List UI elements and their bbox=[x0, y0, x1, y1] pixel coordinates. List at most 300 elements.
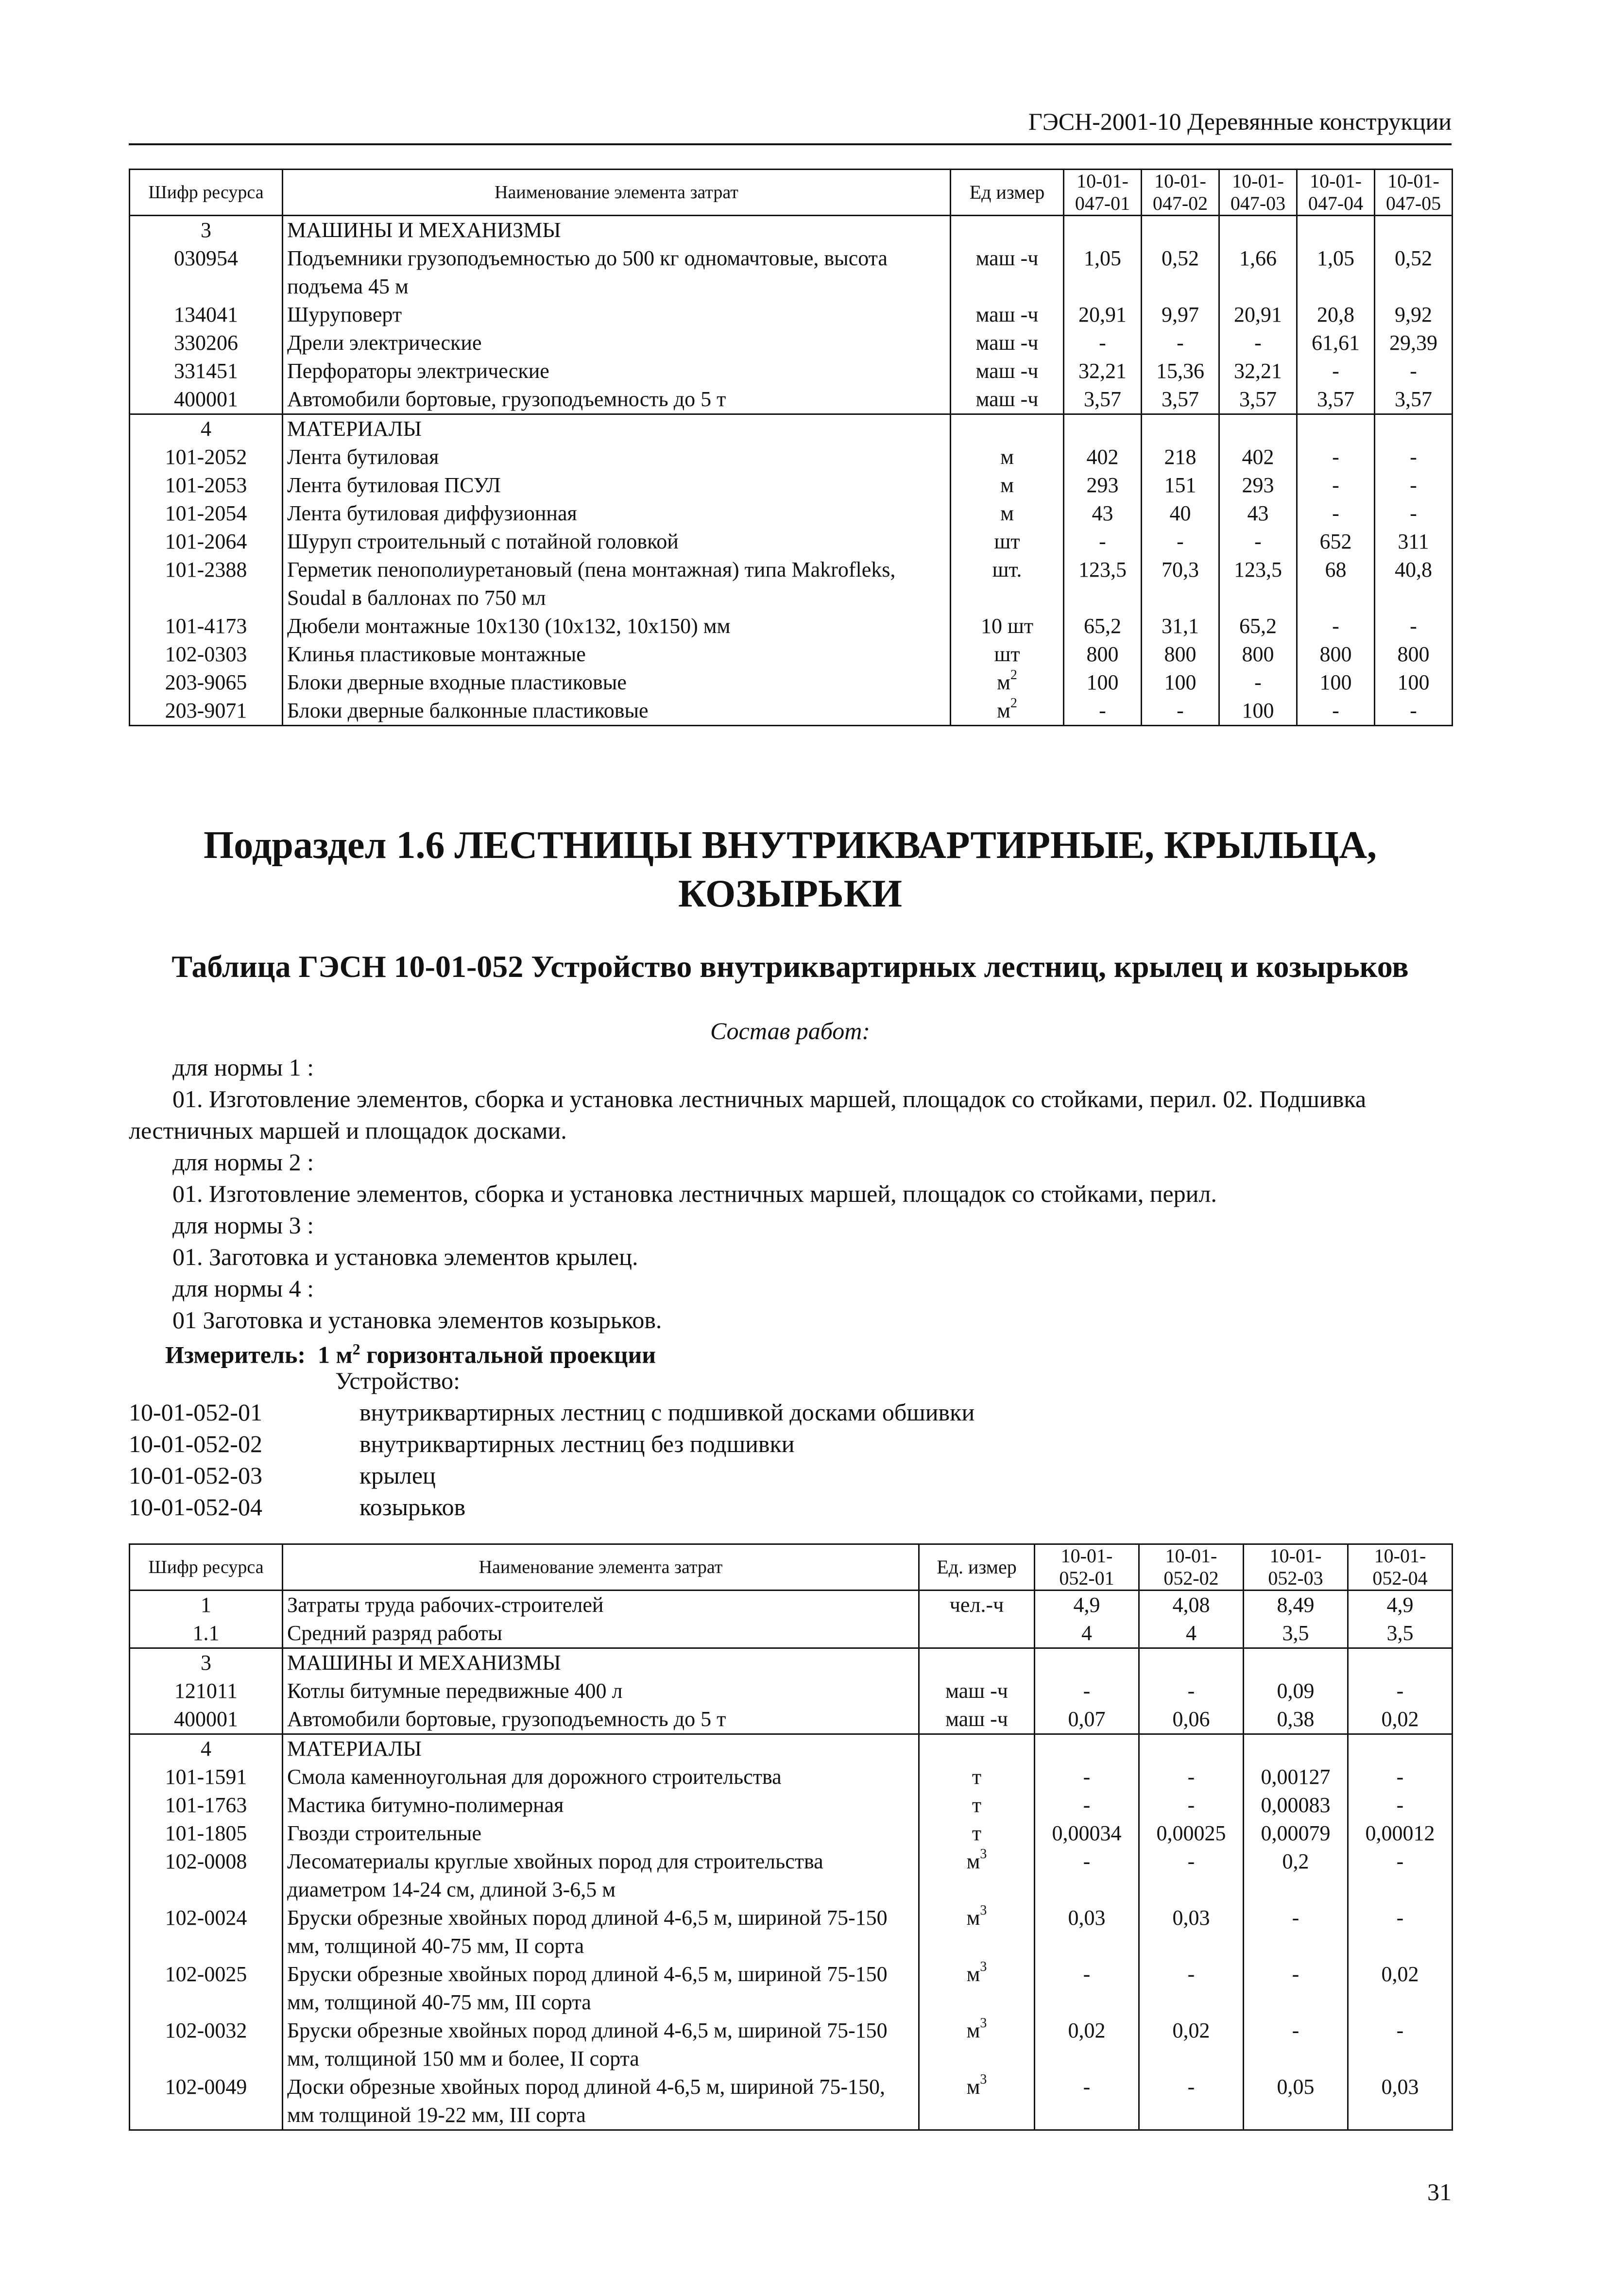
table-row bbox=[130, 1819, 1453, 1847]
value-cell bbox=[1375, 216, 1453, 245]
value-cell: 0,09 bbox=[1244, 1677, 1348, 1705]
norm-description: внутриквартирных лестниц без подшивки bbox=[359, 1430, 795, 1457]
value-cell: - bbox=[1035, 1677, 1139, 1705]
unit-cell bbox=[951, 244, 1064, 301]
value-cell: - bbox=[1375, 612, 1453, 640]
works-caption: Состав работ: bbox=[710, 1017, 871, 1044]
header-code: Шифр ресурса bbox=[130, 1544, 283, 1591]
resource-code: 101-1763 bbox=[130, 1791, 283, 1819]
value-cell bbox=[1035, 1734, 1139, 1763]
resource-code: 121011 bbox=[130, 1677, 283, 1705]
unit-text: м bbox=[1000, 473, 1014, 497]
device-label: Устройство: bbox=[335, 1367, 461, 1394]
resource-name: Смола каменноугольная для дорожного строительства bbox=[283, 1763, 919, 1791]
header-code: Шифр ресурса bbox=[130, 170, 283, 216]
value-cell bbox=[1139, 1648, 1244, 1677]
section-heading: МАТЕРИАЛЫ bbox=[283, 1734, 919, 1763]
norm-description: крылец bbox=[359, 1462, 436, 1489]
value-cell: 800 bbox=[1219, 640, 1297, 668]
value-cell: 3,57 bbox=[1219, 385, 1297, 414]
unit-text: маш -ч bbox=[975, 359, 1039, 383]
unit-text: маш -ч bbox=[945, 1707, 1008, 1731]
table-row bbox=[130, 329, 1453, 357]
value-cell: 8,49 bbox=[1244, 1591, 1348, 1620]
value-cell: 0,00079 bbox=[1244, 1819, 1348, 1847]
value-cell: - bbox=[1375, 499, 1453, 528]
value-cell: 0,07 bbox=[1035, 1705, 1139, 1734]
value-cell: 0,06 bbox=[1139, 1705, 1244, 1734]
value-cell: 40,8 bbox=[1375, 556, 1453, 612]
norm-scope-label: для нормы 1 : bbox=[172, 1054, 314, 1081]
value-cell: 3,57 bbox=[1297, 385, 1375, 414]
table-row bbox=[130, 1960, 1453, 2017]
value-cell: - bbox=[1348, 1677, 1453, 1705]
section-heading: МАШИНЫ И МЕХАНИЗМЫ bbox=[283, 216, 951, 245]
table-body bbox=[130, 216, 1453, 726]
norm-code: 10-01-052-02 bbox=[129, 1430, 262, 1457]
resource-code: 030954 bbox=[130, 244, 283, 301]
resource-code: 102-0024 bbox=[130, 1904, 283, 1960]
resource-code: 3 bbox=[130, 1648, 283, 1677]
table-row bbox=[130, 1619, 1453, 1648]
unit-cell bbox=[919, 1619, 1035, 1648]
unit-text: м bbox=[997, 670, 1010, 694]
value-cell: - bbox=[1139, 2073, 1244, 2130]
meter-value-sup: 2 bbox=[352, 1340, 360, 1358]
resource-name: Шуруповерт bbox=[283, 301, 951, 329]
value-cell: 4,9 bbox=[1035, 1591, 1139, 1620]
norm-scope-label: для нормы 3 : bbox=[172, 1212, 314, 1239]
table-row bbox=[130, 1677, 1453, 1705]
section-heading: МАШИНЫ И МЕХАНИЗМЫ bbox=[283, 1648, 919, 1677]
table-row bbox=[130, 668, 1453, 697]
header-name: Наименование элемента затрат bbox=[283, 170, 951, 216]
value-cell: - bbox=[1375, 697, 1453, 726]
unit-cell bbox=[951, 499, 1064, 528]
unit-text: т bbox=[972, 1793, 982, 1817]
value-cell: 15,36 bbox=[1142, 357, 1219, 385]
value-cell: 218 bbox=[1142, 443, 1219, 471]
page-number: 31 bbox=[1427, 2178, 1452, 2206]
norm-scope-label: для нормы 4 : bbox=[172, 1275, 314, 1302]
value-cell: 100 bbox=[1297, 668, 1375, 697]
section-row bbox=[130, 1648, 1453, 1677]
value-cell: 311 bbox=[1375, 528, 1453, 556]
value-cell: 0,02 bbox=[1139, 2017, 1244, 2073]
section-row bbox=[130, 414, 1453, 444]
resource-code: 330206 bbox=[130, 329, 283, 357]
value-cell bbox=[1035, 1648, 1139, 1677]
value-cell: 0,02 bbox=[1035, 2017, 1139, 2073]
value-cell: - bbox=[1375, 357, 1453, 385]
resource-name: Бруски обрезные хвойных пород длиной 4-6,5 м, шириной 75-150 мм, толщиной 40-75 мм, III сорта bbox=[283, 1960, 919, 2017]
resource-code: 101-2054 bbox=[130, 499, 283, 528]
value-cell bbox=[1064, 414, 1142, 444]
value-cell: 100 bbox=[1219, 697, 1297, 726]
resource-name: Затраты труда рабочих-строителей bbox=[283, 1591, 919, 1620]
value-cell: - bbox=[1348, 1791, 1453, 1819]
value-cell: 0,52 bbox=[1375, 244, 1453, 301]
table-title: Таблица ГЭСН 10-01-052 Устройство внутриквартирных лестниц, крылец и козырьков bbox=[171, 949, 1409, 984]
value-cell: 0,52 bbox=[1142, 244, 1219, 301]
resource-code: 101-2064 bbox=[130, 528, 283, 556]
resource-code: 134041 bbox=[130, 301, 283, 329]
value-cell bbox=[1142, 414, 1219, 444]
value-cell: 0,02 bbox=[1348, 1705, 1453, 1734]
value-cell: 123,5 bbox=[1219, 556, 1297, 612]
unit-text: шт bbox=[994, 642, 1020, 666]
resource-name: Лента бутиловая bbox=[283, 443, 951, 471]
value-cell bbox=[1142, 216, 1219, 245]
resource-code: 101-1591 bbox=[130, 1763, 283, 1791]
value-cell: - bbox=[1064, 329, 1142, 357]
table-row bbox=[130, 697, 1453, 726]
work-operation: 01. Заготовка и установка элементов крылец. bbox=[172, 1243, 638, 1270]
unit-text: маш -ч bbox=[945, 1679, 1008, 1703]
header-norm-col: 10-01- 052-03 bbox=[1244, 1544, 1348, 1591]
norm-row bbox=[129, 1491, 974, 1523]
value-cell: 293 bbox=[1219, 471, 1297, 499]
subsection-title: Подраздел 1.6 ЛЕСТНИЦЫ ВНУТРИКВАРТИРНЫЕ, КРЫЛЬЦА, КОЗЫРЬКИ bbox=[204, 824, 1377, 915]
value-cell: 1,05 bbox=[1297, 244, 1375, 301]
unit-text: чел.-ч bbox=[949, 1593, 1004, 1617]
unit-cell bbox=[919, 1677, 1035, 1705]
resource-code: 400001 bbox=[130, 385, 283, 414]
value-cell: 151 bbox=[1142, 471, 1219, 499]
value-cell: 32,21 bbox=[1219, 357, 1297, 385]
resource-name: Дюбели монтажные 10х130 (10х132, 10х150) мм bbox=[283, 612, 951, 640]
value-cell: - bbox=[1375, 443, 1453, 471]
value-cell: 0,00127 bbox=[1244, 1763, 1348, 1791]
header-norm-col: 10-01- 047-02 bbox=[1142, 170, 1219, 216]
unit-exponent: 3 bbox=[980, 1847, 987, 1862]
table-row bbox=[130, 244, 1453, 301]
unit-text: м bbox=[966, 1906, 980, 1930]
value-cell: 100 bbox=[1064, 668, 1142, 697]
resource-code: 102-0008 bbox=[130, 1847, 283, 1904]
table-row bbox=[130, 528, 1453, 556]
value-cell bbox=[1139, 1734, 1244, 1763]
header-unit: Ед. измер bbox=[919, 1544, 1035, 1591]
unit-exponent: 2 bbox=[1010, 696, 1017, 711]
value-cell: 652 bbox=[1297, 528, 1375, 556]
unit-cell bbox=[919, 1705, 1035, 1734]
value-cell: - bbox=[1139, 1960, 1244, 2017]
table-row bbox=[130, 1847, 1453, 1904]
value-cell: - bbox=[1348, 2017, 1453, 2073]
resource-name: Автомобили бортовые, грузоподъемность до 5 т bbox=[283, 1705, 919, 1734]
value-cell: 1,05 bbox=[1064, 244, 1142, 301]
value-cell: - bbox=[1297, 443, 1375, 471]
value-cell: 100 bbox=[1142, 668, 1219, 697]
value-cell: 20,91 bbox=[1064, 301, 1142, 329]
value-cell: - bbox=[1244, 1960, 1348, 2017]
resource-code: 102-0303 bbox=[130, 640, 283, 668]
resource-code: 102-0032 bbox=[130, 2017, 283, 2073]
norm-list bbox=[129, 1397, 974, 1523]
value-cell: 43 bbox=[1064, 499, 1142, 528]
table-row bbox=[130, 443, 1453, 471]
norm-description: козырьков bbox=[359, 1493, 466, 1521]
value-cell: 0,00012 bbox=[1348, 1819, 1453, 1847]
value-cell: 0,02 bbox=[1348, 1960, 1453, 2017]
header-norm-col: 10-01- 052-04 bbox=[1348, 1544, 1453, 1591]
value-cell bbox=[1244, 1734, 1348, 1763]
unit-exponent: 3 bbox=[980, 2016, 987, 2031]
value-cell: - bbox=[1064, 697, 1142, 726]
resource-name: Блоки дверные входные пластиковые bbox=[283, 668, 951, 697]
value-cell: 9,97 bbox=[1142, 301, 1219, 329]
norm-code: 10-01-052-03 bbox=[129, 1462, 262, 1489]
unit-text: маш -ч bbox=[975, 246, 1039, 270]
value-cell: 68 bbox=[1297, 556, 1375, 612]
value-cell: 1,66 bbox=[1219, 244, 1297, 301]
resource-table-052 bbox=[129, 1543, 1453, 2131]
value-cell: 0,05 bbox=[1244, 2073, 1348, 2130]
resource-name: Дрели электрические bbox=[283, 329, 951, 357]
unit-text: м bbox=[966, 1849, 980, 1873]
value-cell: 65,2 bbox=[1219, 612, 1297, 640]
value-cell: 0,03 bbox=[1348, 2073, 1453, 2130]
unit-cell bbox=[951, 357, 1064, 385]
value-cell: 4 bbox=[1139, 1619, 1244, 1648]
value-cell: 402 bbox=[1219, 443, 1297, 471]
unit-text: шт. bbox=[992, 558, 1022, 582]
value-cell bbox=[1297, 216, 1375, 245]
value-cell: - bbox=[1035, 1763, 1139, 1791]
resource-name: Герметик пенополиуретановый (пена монтажная) типа Makrofleks, Soudal в баллонах по 750 мл bbox=[283, 556, 951, 612]
unit-exponent: 3 bbox=[980, 1959, 987, 1974]
resource-code: 102-0049 bbox=[130, 2073, 283, 2130]
value-cell: - bbox=[1035, 1791, 1139, 1819]
table-row bbox=[130, 2017, 1453, 2073]
resource-name: Лента бутиловая диффузионная bbox=[283, 499, 951, 528]
unit-cell bbox=[951, 697, 1064, 726]
value-cell bbox=[1375, 414, 1453, 444]
value-cell: - bbox=[1297, 357, 1375, 385]
unit-text: маш -ч bbox=[975, 303, 1039, 326]
header-norm-col: 10-01- 052-01 bbox=[1035, 1544, 1139, 1591]
header-norm-col: 10-01- 047-05 bbox=[1375, 170, 1453, 216]
resource-name: Средний разряд работы bbox=[283, 1619, 919, 1648]
unit-text: м bbox=[997, 699, 1010, 722]
value-cell: - bbox=[1142, 697, 1219, 726]
header-norm-col: 10-01- 047-03 bbox=[1219, 170, 1297, 216]
value-cell bbox=[1219, 216, 1297, 245]
resource-code: 203-9071 bbox=[130, 697, 283, 726]
value-cell: - bbox=[1244, 1904, 1348, 1960]
value-cell: - bbox=[1139, 1677, 1244, 1705]
header-norm-col: 10-01- 047-01 bbox=[1064, 170, 1142, 216]
resource-code: 203-9065 bbox=[130, 668, 283, 697]
unit-cell bbox=[919, 1591, 1035, 1620]
table-row bbox=[130, 1591, 1453, 1620]
unit-cell bbox=[951, 556, 1064, 612]
table-row bbox=[130, 640, 1453, 668]
unit-cell bbox=[919, 1734, 1035, 1763]
work-operation: 01. Изготовление элементов, сборка и установка лестничных маршей, площадок со стойками, перил. bbox=[172, 1180, 1217, 1207]
resource-name: Клинья пластиковые монтажные bbox=[283, 640, 951, 668]
unit-cell bbox=[919, 2073, 1035, 2130]
value-cell: 123,5 bbox=[1064, 556, 1142, 612]
value-cell: 4,08 bbox=[1139, 1591, 1244, 1620]
section-row bbox=[130, 1734, 1453, 1763]
running-header: ГЭСН-2001-10 Деревянные конструкции bbox=[129, 104, 1452, 145]
value-cell: - bbox=[1297, 697, 1375, 726]
resource-name: Лесоматериалы круглые хвойных пород для строительства диаметром 14-24 см, длиной 3-6,5 м bbox=[283, 1847, 919, 1904]
unit-cell bbox=[919, 1904, 1035, 1960]
value-cell: - bbox=[1375, 471, 1453, 499]
unit-text: м bbox=[966, 2075, 980, 2099]
value-cell: - bbox=[1219, 528, 1297, 556]
value-cell: - bbox=[1142, 329, 1219, 357]
value-cell: 9,92 bbox=[1375, 301, 1453, 329]
value-cell bbox=[1064, 216, 1142, 245]
value-cell: 0,00025 bbox=[1139, 1819, 1244, 1847]
value-cell bbox=[1348, 1734, 1453, 1763]
value-cell: 20,8 bbox=[1297, 301, 1375, 329]
meter-value-suffix: горизонтальной проекции bbox=[360, 1341, 656, 1368]
value-cell: 100 bbox=[1375, 668, 1453, 697]
norm-row bbox=[129, 1397, 974, 1428]
value-cell: 800 bbox=[1142, 640, 1219, 668]
value-cell: 3,5 bbox=[1244, 1619, 1348, 1648]
resource-code: 101-2052 bbox=[130, 443, 283, 471]
value-cell: 65,2 bbox=[1064, 612, 1142, 640]
resource-code: 101-2388 bbox=[130, 556, 283, 612]
value-cell: - bbox=[1297, 612, 1375, 640]
resource-code: 4 bbox=[130, 1734, 283, 1763]
resource-name: Мастика битумно-полимерная bbox=[283, 1791, 919, 1819]
table-row bbox=[130, 499, 1453, 528]
unit-cell bbox=[919, 1960, 1035, 2017]
resource-table-047 bbox=[129, 169, 1453, 726]
meter-value: 1 м bbox=[318, 1341, 353, 1368]
unit-cell bbox=[951, 528, 1064, 556]
table-row bbox=[130, 1791, 1453, 1819]
value-cell: - bbox=[1348, 1763, 1453, 1791]
resource-name: Перфораторы электрические bbox=[283, 357, 951, 385]
table-row bbox=[130, 385, 1453, 414]
unit-cell bbox=[951, 385, 1064, 414]
norm-row bbox=[129, 1428, 974, 1460]
unit-cell bbox=[951, 443, 1064, 471]
value-cell: 40 bbox=[1142, 499, 1219, 528]
value-cell: 70,3 bbox=[1142, 556, 1219, 612]
unit-text: т bbox=[972, 1765, 982, 1789]
value-cell bbox=[1244, 1648, 1348, 1677]
value-cell: - bbox=[1297, 471, 1375, 499]
resource-code: 331451 bbox=[130, 357, 283, 385]
unit-cell bbox=[919, 1648, 1035, 1677]
unit-cell bbox=[951, 640, 1064, 668]
value-cell: - bbox=[1219, 329, 1297, 357]
unit-cell bbox=[951, 668, 1064, 697]
value-cell: 4 bbox=[1035, 1619, 1139, 1648]
table-row bbox=[130, 301, 1453, 329]
header-name: Наименование элемента затрат bbox=[283, 1544, 919, 1591]
unit-text: м bbox=[1000, 445, 1014, 469]
value-cell: 800 bbox=[1375, 640, 1453, 668]
unit-exponent: 3 bbox=[980, 2072, 987, 2087]
table-row bbox=[130, 2073, 1453, 2130]
value-cell: 0,03 bbox=[1035, 1904, 1139, 1960]
value-cell: - bbox=[1035, 2073, 1139, 2130]
value-cell: 800 bbox=[1064, 640, 1142, 668]
value-cell: 3,57 bbox=[1375, 385, 1453, 414]
unit-text: м bbox=[966, 1962, 980, 1986]
value-cell: 402 bbox=[1064, 443, 1142, 471]
unit-cell bbox=[951, 414, 1064, 444]
value-cell: 0,00083 bbox=[1244, 1791, 1348, 1819]
value-cell: 0,2 bbox=[1244, 1847, 1348, 1904]
table-row bbox=[130, 1763, 1453, 1791]
header-unit: Ед измер bbox=[951, 170, 1064, 216]
table-row bbox=[130, 1705, 1453, 1734]
unit-cell bbox=[919, 1791, 1035, 1819]
resource-code: 101-2053 bbox=[130, 471, 283, 499]
unit-cell bbox=[919, 1819, 1035, 1847]
unit-cell bbox=[951, 329, 1064, 357]
value-cell: 31,1 bbox=[1142, 612, 1219, 640]
header-norm-col: 10-01- 052-02 bbox=[1139, 1544, 1244, 1591]
unit-text: м bbox=[966, 2018, 980, 2042]
unit-cell bbox=[919, 2017, 1035, 2073]
resource-code: 4 bbox=[130, 414, 283, 444]
value-cell: 29,39 bbox=[1375, 329, 1453, 357]
unit-exponent: 3 bbox=[980, 1903, 987, 1918]
value-cell: - bbox=[1348, 1847, 1453, 1904]
unit-text: т bbox=[972, 1821, 982, 1845]
work-operation: 01. Изготовление элементов, сборка и установка лестничных маршей, площадок со стойками, перил. 02. Подшивка лестничных маршей и площадок досками. bbox=[129, 1085, 1367, 1144]
resource-name: Лента бутиловая ПСУЛ bbox=[283, 471, 951, 499]
unit-text: м bbox=[1000, 501, 1014, 525]
unit-cell bbox=[951, 301, 1064, 329]
norm-description: внутриквартирных лестниц с подшивкой досками обшивки bbox=[359, 1399, 975, 1426]
unit-text: 10 шт bbox=[980, 614, 1034, 638]
value-cell: 3,57 bbox=[1142, 385, 1219, 414]
table-body bbox=[130, 1591, 1453, 2130]
unit-text: маш -ч bbox=[975, 387, 1039, 411]
norm-code: 10-01-052-01 bbox=[129, 1399, 262, 1426]
value-cell: - bbox=[1139, 1763, 1244, 1791]
value-cell: - bbox=[1035, 1847, 1139, 1904]
resource-name: Гвозди строительные bbox=[283, 1819, 919, 1847]
resource-code: 1 bbox=[130, 1591, 283, 1620]
works-list bbox=[129, 1052, 1452, 1336]
unit-text: шт bbox=[994, 530, 1020, 553]
value-cell: - bbox=[1219, 668, 1297, 697]
resource-code: 102-0025 bbox=[130, 1960, 283, 2017]
value-cell: - bbox=[1244, 2017, 1348, 2073]
resource-name: Доски обрезные хвойных пород длиной 4-6,5 м, шириной 75-150, мм толщиной 19-22 мм, III сорта bbox=[283, 2073, 919, 2130]
resource-name: Автомобили бортовые, грузоподъемность до 5 т bbox=[283, 385, 951, 414]
value-cell: - bbox=[1035, 1960, 1139, 2017]
resource-name: Бруски обрезные хвойных пород длиной 4-6,5 м, шириной 75-150 мм, толщиной 40-75 мм, II сорта bbox=[283, 1904, 919, 1960]
section-heading: МАТЕРИАЛЫ bbox=[283, 414, 951, 444]
table-row bbox=[130, 556, 1453, 612]
value-cell: 0,38 bbox=[1244, 1705, 1348, 1734]
value-cell: - bbox=[1139, 1847, 1244, 1904]
resource-name: Бруски обрезные хвойных пород длиной 4-6,5 м, шириной 75-150 мм, толщиной 150 мм и более, II сорта bbox=[283, 2017, 919, 2073]
value-cell: - bbox=[1297, 499, 1375, 528]
value-cell: - bbox=[1064, 528, 1142, 556]
meter-label: Измеритель: bbox=[165, 1341, 306, 1368]
norm-row bbox=[129, 1460, 974, 1491]
value-cell: 43 bbox=[1219, 499, 1297, 528]
section-row bbox=[130, 216, 1453, 245]
value-cell bbox=[1219, 414, 1297, 444]
